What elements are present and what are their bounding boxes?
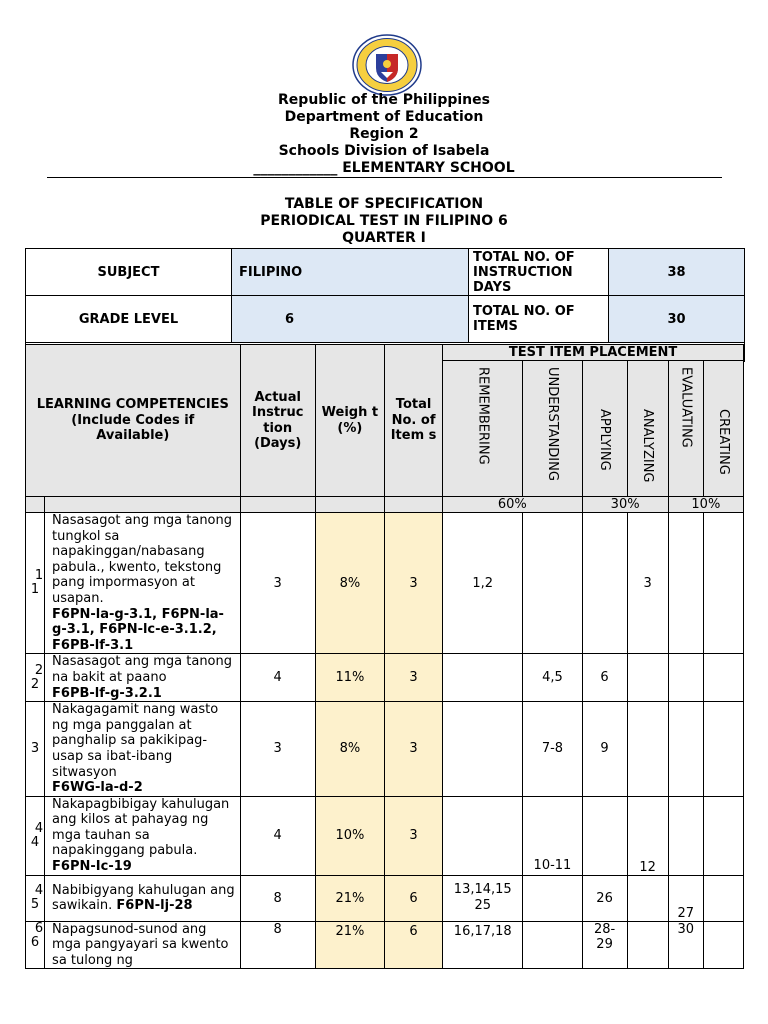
title-line-2: PERIODICAL TEST IN FILIPINO 6: [260, 213, 508, 229]
header-divider: [47, 177, 722, 178]
weight-cell: 10%: [315, 796, 384, 875]
items-cell: 6: [384, 875, 442, 921]
weight-cell: 8%: [315, 702, 384, 797]
pct-remembering-understanding: 60%: [443, 497, 582, 513]
grade-value: 6: [232, 296, 469, 343]
applying-cell: 9: [582, 702, 627, 797]
competency-cell: Nakagagamit nang wasto ng mga panggalan at panghalip sa pakikipag-usap sa ibat-ibang sitwasyon F6WG-la-d-2: [45, 702, 241, 797]
creating-cell: [703, 654, 743, 702]
row-number: 4 5: [26, 875, 45, 921]
evaluating-cell: [668, 513, 703, 654]
level-remembering: REMEMBERING: [443, 361, 523, 497]
items-cell: 3: [384, 702, 442, 797]
row-number: 3: [26, 702, 45, 797]
pct-blank: [384, 497, 442, 513]
evaluating-cell: 27: [668, 875, 703, 921]
analyzing-cell: [627, 654, 668, 702]
level-understanding: UNDERSTANDING: [523, 361, 582, 497]
pct-blank: [240, 497, 315, 513]
competency-cell: Nasasagot ang mga tanong na bakit at paano F6PB-lf-g-3.2.1: [45, 654, 241, 702]
level-evaluating: EVALUATING: [668, 361, 703, 497]
level-applying: APPLYING: [582, 361, 627, 497]
competency-cell: Nakapagbibigay kahulugan ang kilos at pahayag ng mga tauhan sa napakinggang pabula. F6PN-Ic-19: [45, 796, 241, 875]
remembering-cell: [443, 702, 523, 797]
items-cell: 6: [384, 921, 442, 969]
col-competencies: LEARNING COMPETENCIES (Include Codes if Available): [26, 345, 241, 497]
col-actual-days: Actual Instruc tion (Days): [240, 345, 315, 497]
remembering-cell: [443, 796, 523, 875]
items-cell: 3: [384, 796, 442, 875]
applying-cell: [582, 513, 627, 654]
remembering-cell: 16,17,18: [443, 921, 523, 969]
header-school: ____________ ELEMENTARY SCHOOL: [253, 160, 515, 176]
analyzing-cell: [627, 702, 668, 797]
pct-blank: [45, 497, 241, 513]
days-cell: 3: [240, 513, 315, 654]
applying-cell: 26: [582, 875, 627, 921]
col-weight: Weigh t (%): [315, 345, 384, 497]
analyzing-cell: [627, 875, 668, 921]
subject-label: SUBJECT: [26, 249, 232, 296]
weight-cell: 11%: [315, 654, 384, 702]
table-row: [26, 875, 744, 921]
table-row: [26, 921, 744, 969]
remembering-cell: [443, 654, 523, 702]
header-republic: Republic of the Philippines: [278, 92, 490, 108]
level-creating: CREATING: [703, 361, 743, 497]
table-row: [26, 796, 744, 875]
items-cell: 3: [384, 513, 442, 654]
competency-cell: Napagsunod-sunod ang mga pangyayari sa kwento sa tulong ng: [45, 921, 241, 969]
table-row: [26, 702, 744, 797]
evaluating-cell: [668, 654, 703, 702]
days-cell: 8: [240, 921, 315, 969]
row-number: 2 2: [26, 654, 45, 702]
col-total-items: Total No. of Item s: [384, 345, 442, 497]
days-cell: 4: [240, 654, 315, 702]
days-cell: 8: [240, 875, 315, 921]
understanding-cell: [523, 513, 582, 654]
days-cell: 3: [240, 702, 315, 797]
subject-value: FILIPINO: [232, 249, 469, 296]
items-label: TOTAL NO. OF ITEMS: [469, 296, 609, 343]
analyzing-cell: 12: [627, 796, 668, 875]
understanding-cell: 7-8: [523, 702, 582, 797]
title-line-3: QUARTER I: [342, 230, 426, 246]
weight-cell: 21%: [315, 875, 384, 921]
instruction-days-label: TOTAL NO. OF INSTRUCTION DAYS: [469, 249, 609, 296]
col-test-item-placement: TEST ITEM PLACEMENT: [443, 345, 744, 361]
weight-cell: 21%: [315, 921, 384, 969]
understanding-cell: [523, 875, 582, 921]
creating-cell: [703, 796, 743, 875]
items-cell: 3: [384, 654, 442, 702]
grade-label: GRADE LEVEL: [26, 296, 232, 343]
deped-seal: [352, 34, 422, 96]
header-division: Schools Division of Isabela: [278, 143, 490, 159]
pct-blank: [315, 497, 384, 513]
remembering-cell: 13,14,15 25: [443, 875, 523, 921]
tos-table: [25, 344, 744, 969]
understanding-cell: 4,5: [523, 654, 582, 702]
table-row: [26, 513, 744, 654]
header-department: Department of Education: [284, 109, 484, 125]
title-line-1: TABLE OF SPECIFICATION: [284, 196, 484, 212]
table-row: [26, 654, 744, 702]
competency-cell: Nasasagot ang mga tanong tungkol sa napakinggan/nabasang pabula., kwento, tekstong pang impormasyon at usapan. F6PN-la-g-3.1, F6PN-la-g-3.1, F6PN-lc-e-3.1.2, F6PB-lf-3.1: [45, 513, 241, 654]
days-cell: 4: [240, 796, 315, 875]
weight-cell: 8%: [315, 513, 384, 654]
creating-cell: [703, 921, 743, 969]
header-region: Region 2: [349, 126, 419, 142]
level-analyzing: ANALYZING: [627, 361, 668, 497]
pct-evaluating-creating: 10%: [668, 497, 743, 513]
row-number: 1 1: [26, 513, 45, 654]
analyzing-cell: 3: [627, 513, 668, 654]
understanding-cell: [523, 921, 582, 969]
applying-cell: [582, 796, 627, 875]
pct-applying-analyzing: 30%: [582, 497, 668, 513]
pct-blank: [26, 497, 45, 513]
row-number: 4 4: [26, 796, 45, 875]
creating-cell: [703, 513, 743, 654]
items-value: 30: [609, 296, 745, 343]
applying-cell: 28-29: [582, 921, 627, 969]
evaluating-cell: [668, 796, 703, 875]
understanding-cell: 10-11: [523, 796, 582, 875]
remembering-cell: 1,2: [443, 513, 523, 654]
row-number: 6 6: [26, 921, 45, 969]
applying-cell: 6: [582, 654, 627, 702]
evaluating-cell: [668, 702, 703, 797]
evaluating-cell: 30: [668, 921, 703, 969]
creating-cell: [703, 875, 743, 921]
competency-cell: Nabibigyang kahulugan ang sawikain. F6PN-lj-28: [45, 875, 241, 921]
analyzing-cell: [627, 921, 668, 969]
creating-cell: [703, 702, 743, 797]
instruction-days-value: 38: [609, 249, 745, 296]
